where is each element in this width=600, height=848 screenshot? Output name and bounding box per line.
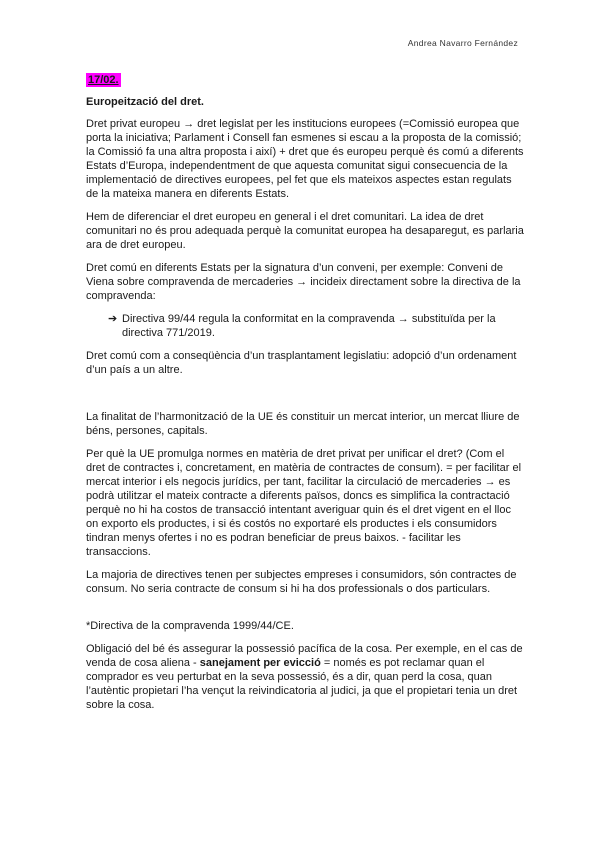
spacer bbox=[86, 386, 526, 410]
bold-term: sanejament per evicció bbox=[199, 657, 321, 669]
bullet-text: Directiva 99/44 regula la conformitat en la compravenda → substituïda per la directiva 771/2019. bbox=[122, 313, 496, 339]
paragraph-9-start: Obligació del bé és assegurar la possessió pacífica de la cosa. Per exemple, en el cas de venda de cosa aliena - bbox=[86, 643, 523, 669]
paragraph-4: Dret comú com a conseqüència d’un trasplantament legislatiu: adopció d’un ordenament d’un país a un altre. bbox=[86, 350, 517, 376]
arrow-bullet-icon: ➔ bbox=[108, 313, 118, 325]
paragraph-1: Dret privat europeu → dret legislat per les institucions europees (=Comissió europea que porta la iniciativa; Parlament i Consell fan esmenes si escau a la proposta de la comissió; la Comissió fa una altra proposta i així) + dret que és europeu perquè és comú a diferents Estats d’Europa, independentment de que aquesta comunitat sigui consecuencia de la implementació de directives europees, pel fet que els mateixos aspectes estan regulats de la mateixa manera en diferents Estats. bbox=[86, 118, 524, 200]
spacer bbox=[86, 605, 526, 619]
date-highlight: 17/02. bbox=[88, 74, 119, 86]
paragraph-6: Per què la UE promulga normes en matèria de dret privat per unificar el dret? (Com el dret de contractes i, concretament, en matèria de contractes de consum). = per facilitar el mercat interior i els negocis jurídics, per tant, facilitar la circulació de mercaderies → es podrà utilitzar el mateix contracte a diferents països, doncs es simplifica la contractació perquè no hi ha costos de transacció intentant averiguar quin és el dret vigent en el lloc on exporto els productes, i si és costós no exportaré els productes i els consumidors tindran menys ofertes i no es podran beneficiar de preus baixos. - facilitar les transaccions. bbox=[86, 448, 522, 558]
paragraph-5: La finalitat de l’harmonització de la UE és constituir un mercat interior, un mercat lliure de béns, persones, capitals. bbox=[86, 411, 520, 437]
paragraph-3: Dret comú en diferents Estats per la signatura d’un conveni, per exemple: Conveni de Viena sobre compravenda de mercaderies → incideix directament sobre la directiva de la compravenda: bbox=[86, 262, 521, 302]
bullet-item bbox=[108, 312, 526, 340]
section-title: Europeització del dret. bbox=[86, 96, 204, 108]
paragraph-8: *Directiva de la compravenda 1999/44/CE. bbox=[86, 620, 294, 632]
author-name: Andrea Navarro Fernández bbox=[407, 38, 518, 48]
paragraph-7: La majoria de directives tenen per subjectes empreses i consumidors, són contractes de consum. No seria contracte de consum si hi ha dos professionals o dos particulars. bbox=[86, 569, 517, 595]
paragraph-2: Hem de diferenciar el dret europeu en general i el dret comunitari. La idea de dret comunitari no és prou adequada perquè la comunitat europea ha desaparegut, es parlaria ara de dret europeu. bbox=[86, 211, 524, 251]
paragraph-9 bbox=[86, 642, 526, 712]
paragraph-9-end: = només es pot reclamar quan el comprador es veu perturbat en la seva possessió, és a dir, quan perd la cosa, quan l’autèntic propietari l’ha vençut la reivindicatoria al judici, ja que el propietari tenia un dret sobre la cosa. bbox=[86, 657, 518, 711]
document-body bbox=[86, 70, 526, 721]
